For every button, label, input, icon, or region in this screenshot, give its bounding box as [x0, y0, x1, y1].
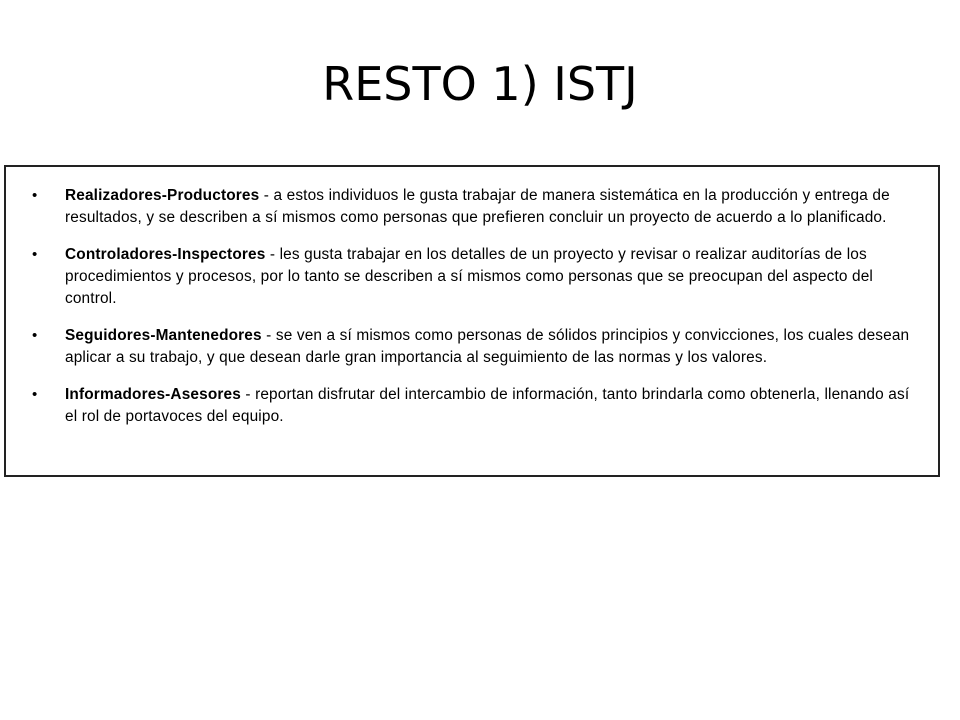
slide-title: RESTO 1) ISTJ — [322, 57, 638, 111]
content-box — [4, 165, 940, 477]
bullet-icon: • — [32, 187, 38, 204]
item-term: Controladores-Inspectores — [65, 246, 266, 263]
bullet-icon: • — [32, 327, 38, 344]
item-description: - se ven a sí mismos como personas de sólidos principios y convicciones, los cuales desean aplicar a su trabajo, y que desean darle gran importancia al seguimiento de las normas y los valores. — [65, 327, 910, 366]
bullet-icon: • — [32, 386, 38, 403]
bullet-icon: • — [32, 246, 38, 263]
role-list — [30, 185, 914, 428]
list-item-seguidores-mantenedores — [30, 325, 914, 369]
list-item-informadores-asesores — [30, 384, 914, 428]
list-item-realizadores-productores — [30, 185, 914, 229]
item-term: Seguidores-Mantenedores — [65, 327, 262, 344]
item-description: - a estos individuos le gusta trabajar de manera sistemática en la producción y entrega de resultados, y se describen a sí mismos como personas que prefieren concluir un proyecto de acuerdo a lo planificado. — [65, 187, 890, 226]
item-description: - les gusta trabajar en los detalles de un proyecto y revisar o realizar auditorías de los procedimientos y procesos, por lo tanto se describen a sí mismos como personas que se preocupan del aspecto del control. — [65, 246, 873, 307]
list-item-controladores-inspectores — [30, 244, 914, 310]
item-description: - reportan disfrutar del intercambio de información, tanto brindarla como obtenerla, llenando así el rol de portavoces del equipo. — [65, 386, 910, 425]
item-term: Realizadores-Productores — [65, 187, 260, 204]
item-term: Informadores-Asesores — [65, 386, 241, 403]
